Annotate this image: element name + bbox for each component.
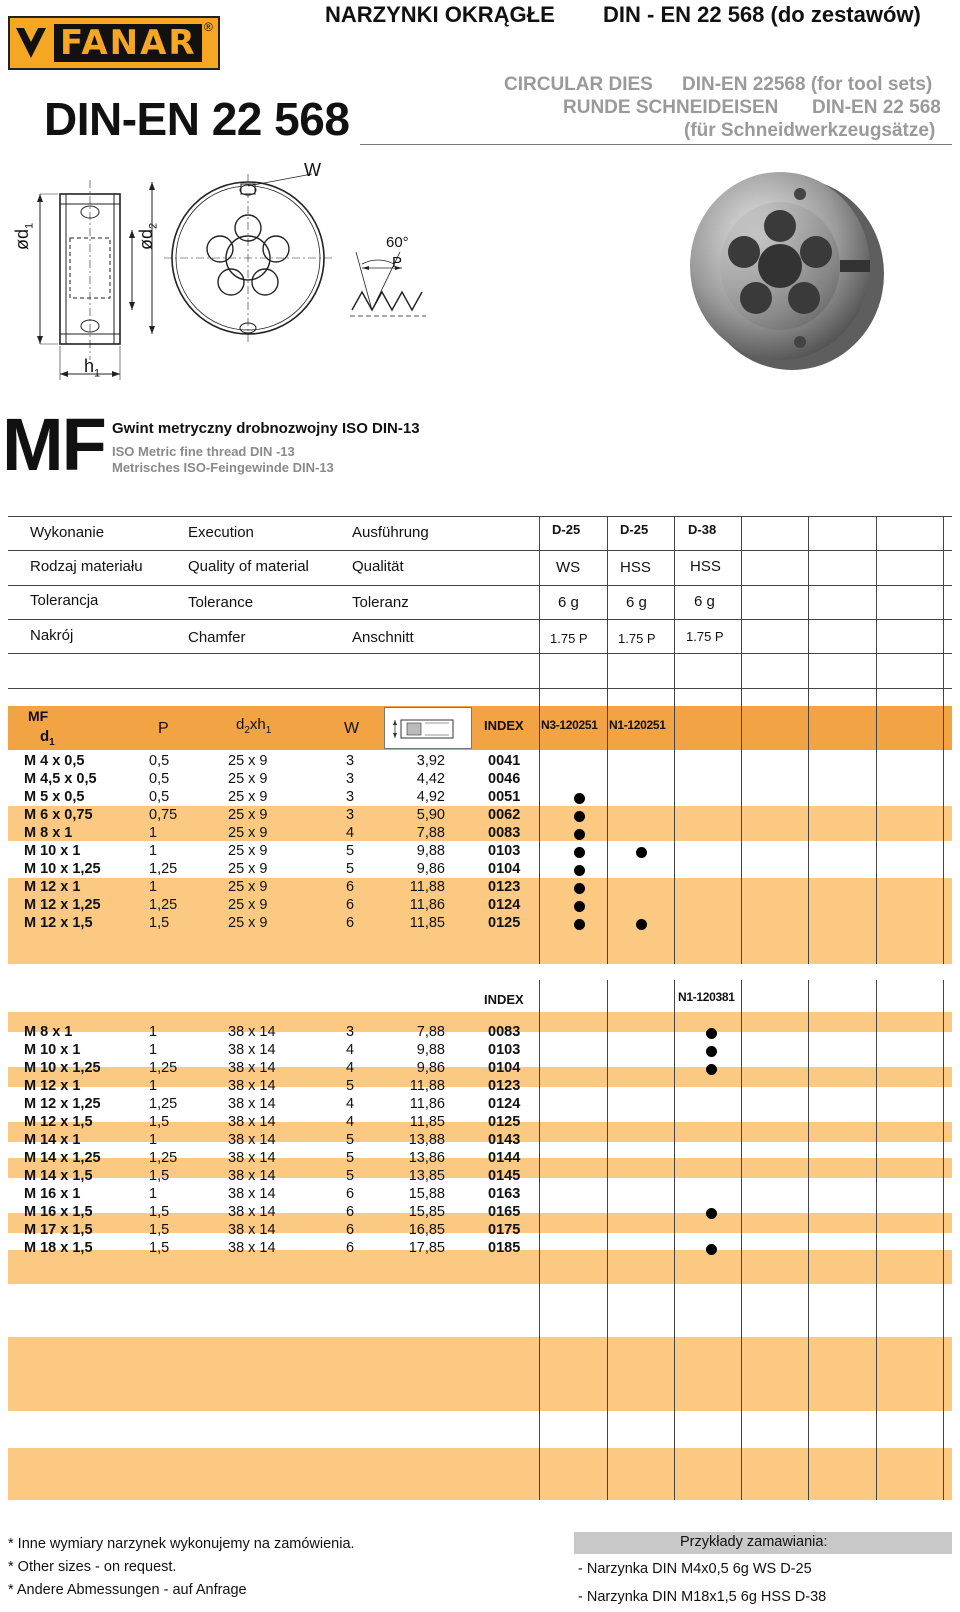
table-row (0, 843, 960, 861)
slot-width: 6 (346, 1204, 355, 1220)
slot-width: 6 (346, 1222, 355, 1238)
thread-length: 4,92 (416, 789, 445, 805)
label-w: W (304, 160, 321, 180)
pitch: 1,25 (149, 897, 178, 913)
table-row (0, 1132, 960, 1150)
table-row (0, 1186, 960, 1204)
die-dimensions: 25 x 9 (228, 861, 268, 877)
thread-size: M 14 x 1,25 (24, 1150, 101, 1166)
slot-width: 6 (346, 915, 355, 931)
thread-size: M 12 x 1,5 (24, 1114, 93, 1130)
die-dimensions: 38 x 14 (228, 1204, 276, 1220)
thread-size: M 4,5 x 0,5 (24, 771, 97, 787)
header-divider (360, 144, 952, 145)
thread-size: M 4 x 0,5 (24, 753, 85, 769)
thread-length: 5,90 (416, 807, 445, 823)
spec-value: D-38 (688, 522, 717, 537)
thread-size: M 6 x 0,75 (24, 807, 93, 823)
table-row (0, 1240, 960, 1258)
table-row (0, 1024, 960, 1042)
label-d2: $ød_2$ (136, 222, 160, 250)
availability-dot (574, 883, 585, 894)
availability-dot (574, 793, 585, 804)
spec-label-pl: Rodzaj materiału (30, 558, 143, 575)
label-d1: $ød_1$ (12, 222, 36, 250)
label-h1: $h_1$ (84, 356, 101, 380)
pitch: 0,5 (149, 771, 170, 787)
thread-length: 13,86 (408, 1150, 445, 1166)
pitch: 1,5 (149, 1240, 170, 1256)
index-code: 0103 (488, 1042, 521, 1058)
availability-dot (574, 901, 585, 912)
index-code: 0062 (488, 807, 521, 823)
pitch: 1 (149, 1132, 158, 1148)
table-row (0, 771, 960, 789)
mf-big-label: MF (2, 403, 105, 486)
table-row (0, 789, 960, 807)
die-dimensions: 25 x 9 (228, 825, 268, 841)
pitch: 1,25 (149, 1150, 178, 1166)
availability-dot (574, 865, 585, 876)
brand-name: FANAR (60, 23, 197, 63)
header-d1: $d_1$ (40, 728, 55, 748)
table-row (0, 1150, 960, 1168)
die-dimensions: 25 x 9 (228, 807, 268, 823)
spec-value: 6 g (558, 594, 579, 611)
index-code: 0041 (488, 753, 521, 769)
thread-length: 9,86 (416, 1060, 445, 1076)
footer-note-pl: * Inne wymiary narzynek wykonujemy na zamówienia. (8, 1536, 355, 1552)
thread-size: M 17 x 1,5 (24, 1222, 93, 1238)
table-row (0, 861, 960, 879)
pitch: 1,5 (149, 915, 170, 931)
slot-width: 5 (346, 1168, 355, 1184)
thread-size: M 12 x 1 (24, 1078, 81, 1094)
index-code: 0123 (488, 1078, 521, 1094)
spec-label-en: Tolerance (188, 594, 254, 611)
thread-size: M 12 x 1 (24, 879, 81, 895)
spec-label-pl: Nakrój (30, 627, 74, 644)
die-dimensions: 38 x 14 (228, 1168, 276, 1184)
table-row (0, 1096, 960, 1114)
thread-length: 9,88 (416, 1042, 445, 1058)
die-dimensions: 25 x 9 (228, 915, 268, 931)
availability-dot (706, 1028, 717, 1039)
thread-size: M 10 x 1 (24, 1042, 81, 1058)
brand-registered-mark: ® (204, 20, 213, 34)
header-index: INDEX (484, 992, 524, 1007)
pitch: 1,25 (149, 1096, 178, 1112)
order-example-1: - Narzynka DIN M4x0,5 6g WS D-25 (578, 1561, 812, 1577)
spec-label-de: Ausführung (352, 524, 429, 541)
die-dimensions: 38 x 14 (228, 1186, 276, 1202)
table-row (0, 825, 960, 843)
thread-size: M 10 x 1,25 (24, 861, 101, 877)
thread-length: 15,85 (408, 1204, 445, 1220)
pitch: 1,5 (149, 1204, 170, 1220)
table-row (0, 879, 960, 897)
index-code: 0165 (488, 1204, 521, 1220)
thread-length: 7,88 (416, 1024, 445, 1040)
thread-length: 3,92 (416, 753, 445, 769)
spec-value: HSS (620, 559, 651, 576)
thread-size: M 18 x 1,5 (24, 1240, 93, 1256)
thread-length: 4,42 (416, 771, 445, 787)
die-dimensions: 38 x 14 (228, 1150, 276, 1166)
pitch: 0,5 (149, 753, 170, 769)
slot-width: 4 (346, 825, 355, 841)
thread-length: 15,88 (408, 1186, 445, 1202)
table-row (0, 807, 960, 825)
availability-dot (636, 847, 647, 858)
slot-width: 6 (346, 879, 355, 895)
spec-value: 6 g (694, 593, 715, 610)
title-polish: NARZYNKI OKRĄGŁE (325, 2, 555, 27)
subtitle-english-din: DIN-EN 22568 (for tool sets) (682, 74, 933, 95)
index-code: 0125 (488, 1114, 521, 1130)
order-examples-bar (574, 1532, 952, 1554)
die-dimensions: 38 x 14 (228, 1222, 276, 1238)
slot-width: 3 (346, 753, 355, 769)
spec-label-pl: Tolerancja (30, 592, 99, 609)
index-code: 0051 (488, 789, 521, 805)
slot-width: 6 (346, 897, 355, 913)
header-w: W (344, 720, 360, 737)
header-p: P (158, 720, 169, 737)
slot-width: 6 (346, 1186, 355, 1202)
header-col-n1-120251: N1-120251 (609, 718, 666, 732)
table1-header-bar (8, 706, 952, 750)
table-row (0, 1222, 960, 1240)
thread-size: M 8 x 1 (24, 825, 73, 841)
spec-label-en: Quality of material (188, 558, 309, 575)
header-index: INDEX (484, 718, 524, 733)
thread-length: 11,88 (409, 879, 445, 895)
thread-length: 11,88 (409, 1078, 445, 1094)
index-code: 0145 (488, 1168, 521, 1184)
spec-value: D-25 (552, 522, 581, 537)
circular-die-photo (680, 166, 890, 376)
technical-drawing (0, 160, 450, 390)
spec-label-en: Chamfer (188, 629, 246, 646)
index-code: 0175 (488, 1222, 521, 1238)
index-code: 0083 (488, 1024, 521, 1040)
index-code: 0104 (488, 1060, 521, 1076)
availability-dot (706, 1208, 717, 1219)
table-row (0, 1168, 960, 1186)
thread-size: M 12 x 1,25 (24, 1096, 101, 1112)
mf-description-en: ISO Metric fine thread DIN -13 (112, 444, 295, 459)
thread-length: 11,86 (409, 897, 445, 913)
spec-label-de: Anschnitt (352, 629, 414, 646)
slot-width: 3 (346, 807, 355, 823)
die-dimensions: 38 x 14 (228, 1096, 276, 1112)
subtitle-english: CIRCULAR DIES (504, 74, 653, 95)
index-code: 0143 (488, 1132, 521, 1148)
slot-width: 5 (346, 843, 355, 859)
mf-description-pl: Gwint metryczny drobnozwojny ISO DIN-13 (112, 420, 420, 437)
pitch: 0,75 (149, 807, 178, 823)
thread-size: M 12 x 1,5 (24, 915, 93, 931)
slot-width: 5 (346, 1078, 355, 1094)
pitch: 1 (149, 879, 158, 895)
header-col-n3-120251: N3-120251 (541, 718, 598, 732)
availability-dot (706, 1244, 717, 1255)
availability-dot (706, 1046, 717, 1057)
thread-length: 16,85 (408, 1222, 445, 1238)
spec-value: 1.75 P (618, 631, 656, 646)
spec-value: D-25 (620, 522, 649, 537)
thread-size: M 16 x 1,5 (24, 1204, 93, 1220)
index-code: 0125 (488, 915, 521, 931)
fanar-logo (8, 16, 220, 70)
availability-dot (706, 1064, 717, 1075)
spec-label-de: Toleranz (352, 594, 409, 611)
table-row (0, 1042, 960, 1060)
pitch: 1,5 (149, 1222, 170, 1238)
slot-width: 3 (346, 789, 355, 805)
slot-width: 4 (346, 1114, 355, 1130)
title-polish-din: DIN - EN 22 568 (do zestawów) (603, 2, 921, 27)
thread-size: M 14 x 1 (24, 1132, 81, 1148)
availability-dot (574, 919, 585, 930)
table-row (0, 1060, 960, 1078)
table-row (0, 753, 960, 771)
spec-value: 1.75 P (686, 629, 724, 644)
row-band (8, 1337, 952, 1411)
thread-length: 11,85 (409, 1114, 445, 1130)
pitch: 1,25 (149, 861, 178, 877)
table-row (0, 1114, 960, 1132)
slot-width: 6 (346, 1240, 355, 1256)
index-code: 0123 (488, 879, 521, 895)
thread-length: 11,85 (409, 915, 445, 931)
die-dimensions: 38 x 14 (228, 1240, 276, 1256)
pitch: 1 (149, 1024, 158, 1040)
subtitle-german-din: DIN-EN 22 568 (812, 97, 941, 118)
pitch: 0,5 (149, 789, 170, 805)
thread-length: 11,86 (409, 1096, 445, 1112)
die-dimensions: 25 x 9 (228, 843, 268, 859)
index-code: 0046 (488, 771, 521, 787)
mf-description-de: Metrisches ISO-Feingewinde DIN-13 (112, 460, 334, 475)
availability-dot (574, 811, 585, 822)
thread-size: M 10 x 1 (24, 843, 81, 859)
die-dimensions: 25 x 9 (228, 897, 268, 913)
spec-value: HSS (690, 558, 721, 575)
die-dimensions: 38 x 14 (228, 1024, 276, 1040)
index-code: 0083 (488, 825, 521, 841)
order-example-2: - Narzynka DIN M18x1,5 6g HSS D-38 (578, 1589, 827, 1605)
availability-dot (636, 919, 647, 930)
slot-width: 5 (346, 1150, 355, 1166)
table-row (0, 897, 960, 915)
table-row (0, 1078, 960, 1096)
index-code: 0104 (488, 861, 521, 877)
slot-width: 4 (346, 1060, 355, 1076)
slot-width: 5 (346, 861, 355, 877)
die-dimensions: 25 x 9 (228, 879, 268, 895)
thread-length: 13,85 (408, 1168, 445, 1184)
spec-value: WS (556, 559, 581, 576)
table-row (0, 915, 960, 933)
availability-dot (574, 829, 585, 840)
index-code: 0163 (488, 1186, 521, 1202)
index-code: 0144 (488, 1150, 521, 1166)
pitch: 1 (149, 1042, 158, 1058)
pitch: 1,25 (149, 1060, 178, 1076)
slot-width: 4 (346, 1042, 355, 1058)
thread-length: 17,85 (408, 1240, 445, 1256)
die-dimensions: 38 x 14 (228, 1114, 276, 1130)
thread-size: M 12 x 1,25 (24, 897, 101, 913)
main-standard-code: DIN-EN 22 568 (44, 93, 350, 145)
die-dimensions: 38 x 14 (228, 1132, 276, 1148)
index-code: 0124 (488, 897, 521, 913)
thread-length: 7,88 (416, 825, 445, 841)
thread-size: M 8 x 1 (24, 1024, 73, 1040)
subtitle-german: RUNDE SCHNEIDEISEN (563, 97, 779, 118)
die-dimensions: 25 x 9 (228, 753, 268, 769)
label-angle: 60° (386, 234, 409, 251)
thread-length: 9,88 (416, 843, 445, 859)
pitch: 1 (149, 1078, 158, 1094)
label-pitch: P (392, 254, 403, 271)
pitch: 1,5 (149, 1168, 170, 1184)
slot-width: 3 (346, 771, 355, 787)
footer-note-en: * Other sizes - on request. (8, 1559, 177, 1575)
slot-width: 3 (346, 1024, 355, 1040)
header-d2xh1: $d_2xh_1$ (236, 716, 272, 736)
die-dimensions: 25 x 9 (228, 789, 268, 805)
index-code: 0103 (488, 843, 521, 859)
order-examples-title: Przykłady zamawiania: (680, 1534, 828, 1550)
thread-size: M 10 x 1,25 (24, 1060, 101, 1076)
die-dimensions: 38 x 14 (228, 1060, 276, 1076)
thread-length: 9,86 (416, 861, 445, 877)
row-band (8, 1448, 952, 1500)
thread-size: M 14 x 1,5 (24, 1168, 93, 1184)
die-dimensions: 38 x 14 (228, 1042, 276, 1058)
pitch: 1 (149, 825, 158, 841)
spec-value: 1.75 P (550, 631, 588, 646)
die-dimensions: 38 x 14 (228, 1078, 276, 1094)
header-col-n1-120381: N1-120381 (678, 990, 735, 1004)
slot-width: 4 (346, 1096, 355, 1112)
thread-size: M 5 x 0,5 (24, 789, 85, 805)
table-row (0, 1204, 960, 1222)
index-code: 0185 (488, 1240, 521, 1256)
subtitle-german-2: (für Schneidwerkzeugsätze) (684, 120, 936, 141)
availability-dot (574, 847, 585, 858)
header-mf: MF (28, 708, 49, 724)
spec-label-de: Qualität (352, 558, 404, 575)
pitch: 1,5 (149, 1114, 170, 1130)
index-code: 0124 (488, 1096, 521, 1112)
footer-note-de: * Andere Abmessungen - auf Anfrage (8, 1582, 247, 1598)
spec-label-en: Execution (188, 524, 254, 541)
pitch: 1 (149, 843, 158, 859)
spec-label-pl: Wykonanie (30, 524, 105, 541)
pitch: 1 (149, 1186, 158, 1202)
thread-length-icon (384, 707, 472, 749)
thread-size: M 16 x 1 (24, 1186, 81, 1202)
slot-width: 5 (346, 1132, 355, 1148)
die-dimensions: 25 x 9 (228, 771, 268, 787)
thread-length: 13,88 (408, 1132, 445, 1148)
spec-value: 6 g (626, 594, 647, 611)
